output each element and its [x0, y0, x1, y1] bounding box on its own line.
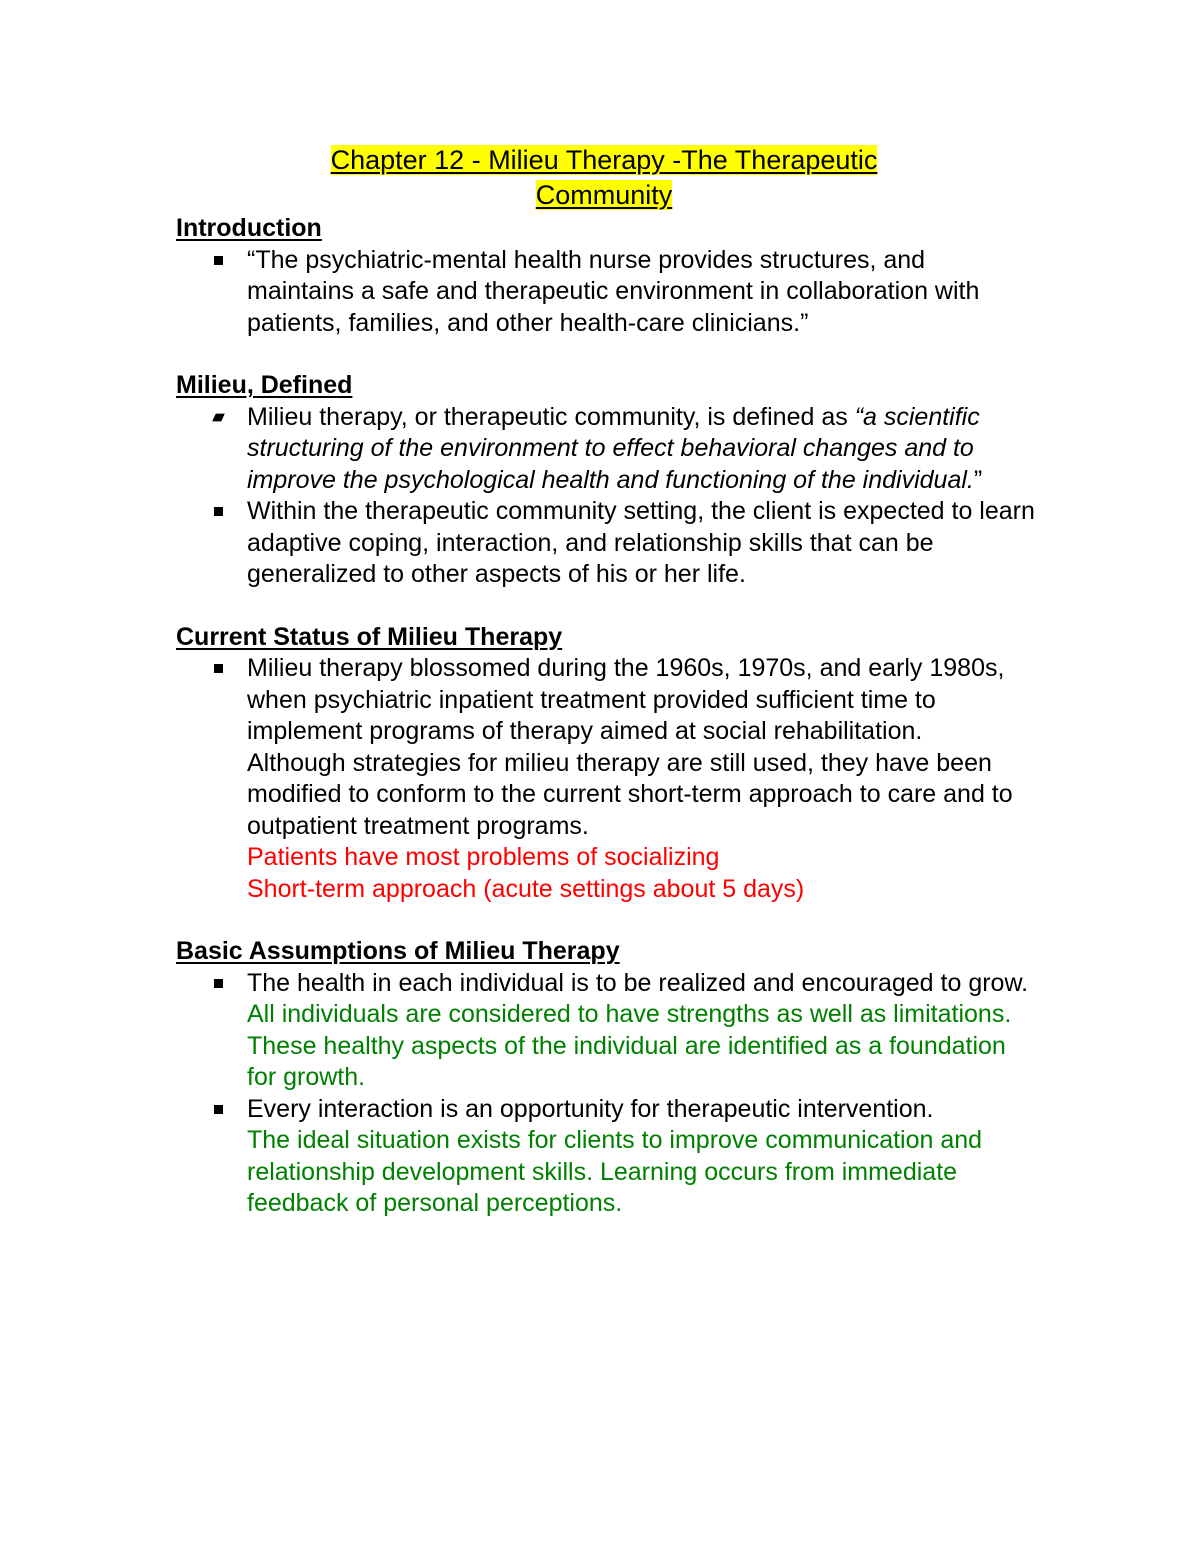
section-basic-assumptions [176, 936, 1036, 1220]
document-title [172, 143, 1036, 213]
heading-current-status: Current Status of Milieu Therapy [176, 622, 563, 651]
assumption-1: The health in each individual is to be realized and encouraged to grow. [247, 968, 1029, 997]
section-milieu-defined [176, 370, 1036, 591]
list-item [176, 968, 1036, 1094]
basic-assumptions-list [176, 968, 1036, 1220]
status-paragraph-1: Milieu therapy blossomed during the 1960s, 1970s, and early 1980s, when psychiatric inpatient treatment provided sufficient time to implement programs of therapy aimed at social rehabilitation. [247, 654, 1005, 745]
status-note-1: Patients have most problems of socializing [247, 843, 720, 871]
introduction-list [176, 245, 1036, 340]
definition-quote: “a scientific structuring of the environment to effect behavioral changes and to improve the psychological health and functioning of the individual. [247, 402, 980, 494]
spacer [176, 905, 1036, 936]
list-item [176, 653, 1036, 905]
heading-basic-assumptions: Basic Assumptions of Milieu Therapy [176, 937, 620, 965]
introduction-quote: “The psychiatric-mental health nurse provides structures, and maintains a safe and therapeutic environment in collaboration with patients, families, and other health-care clinicians.” [247, 245, 980, 337]
current-status-list [176, 653, 1036, 905]
assumption-1-note: All individuals are considered to have strengths as well as limitations. These healthy aspects of the individual are identified as a foundation for growth. [247, 1000, 1012, 1091]
definition-close-quote: ” [973, 465, 983, 494]
spacer [176, 339, 1036, 370]
list-item [176, 402, 1036, 497]
list-item [176, 1094, 1036, 1220]
heading-introduction: Introduction [176, 214, 322, 242]
status-paragraph-2: Although strategies for milieu therapy are still used, they have been modified to conform to the current short-term approach to care and to outpatient treatment programs. [247, 748, 1013, 840]
section-introduction [176, 213, 1036, 339]
document-page [176, 143, 1036, 1220]
section-current-status [176, 622, 1036, 906]
community-expectation: Within the therapeutic community setting, the client is expected to learn adaptive coping, interaction, and relationship skills that can be generalized to other aspects of his or her life. [247, 497, 1035, 588]
assumption-2: Every interaction is an opportunity for therapeutic intervention. [247, 1094, 934, 1123]
spacer [176, 591, 1036, 622]
square-bullet-icon [214, 664, 223, 673]
status-note-2: Short-term approach (acute settings about 5 days) [247, 874, 805, 903]
definition-lead: Milieu therapy, or therapeutic community, is defined as [247, 402, 855, 431]
list-item [176, 245, 1036, 340]
assumption-2-note: The ideal situation exists for clients to improve communication and relationship development skills. Learning occurs from immediate feedback of personal perceptions. [247, 1126, 983, 1217]
skewed-bullet-icon [212, 413, 225, 421]
title-line-1: Chapter 12 - Milieu Therapy -The Therapeutic [330, 145, 878, 175]
list-item [176, 496, 1036, 591]
milieu-defined-list [176, 402, 1036, 591]
square-bullet-icon [214, 979, 223, 988]
heading-milieu-defined: Milieu, Defined [176, 371, 353, 399]
square-bullet-icon [214, 507, 223, 516]
square-bullet-icon [214, 256, 223, 265]
square-bullet-icon [214, 1105, 223, 1114]
title-line-2: Community [535, 180, 673, 210]
